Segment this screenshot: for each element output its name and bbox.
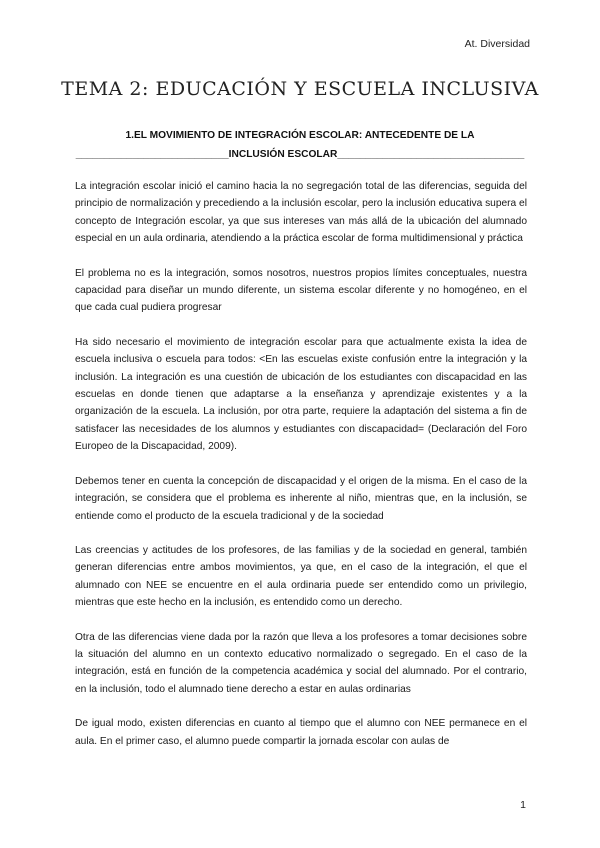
section-heading xyxy=(75,126,525,164)
paragraph: Otra de las diferencias viene dada por la razón que lleva a los profesores a tomar decisiones sobre la situación del alumno en un contexto educativo normalizado o segregado. En el caso de la integración, está en función de la competencia académica y social del alumnado. Por el contrario, en la inclusión, todo el alumnado tiene derecho a estar en aulas ordinarias xyxy=(75,631,527,695)
paragraph: Las creencias y actitudes de los profesores, de las familias y de la sociedad en general, también generan diferencias entre ambos movimientos, ya que, en el caso de la integración, el que el alumnado con NEE se encuentre en el aula ordinaria puede ser entendido como un privilegio, mientras que este hecho en la inclusión, es entendido como un derecho. xyxy=(75,544,527,609)
section-heading-line2: ___________________________INCLUSIÓN ESCOLAR_________________________________ xyxy=(75,149,525,160)
paragraph: De igual modo, existen diferencias en cuanto al tiempo que el alumno con NEE permanece en el aula. En el primer caso, el alumno puede compartir la jornada escolar con aulas de xyxy=(75,718,527,747)
header-course-label: At. Diversidad xyxy=(464,38,530,50)
page-title: TEMA 2: EDUCACIÓN Y ESCUELA INCLUSIVA xyxy=(61,78,539,100)
paragraph: Debemos tener en cuenta la concepción de discapacidad y el origen de la misma. En el caso de la integración, se considera que el problema es inherente al niño, mientras que, en la inclusión, se entiende como el producto de la escuela tradicional y de la sociedad xyxy=(75,475,527,522)
section-heading-line1: 1.EL MOVIMIENTO DE INTEGRACIÓN ESCOLAR: ANTECEDENTE DE LA xyxy=(125,130,475,141)
body-text xyxy=(75,178,527,767)
paragraph: La integración escolar inició el camino hacia la no segregación total de las diferencias, seguida del principio de normalización y precediendo a la inclusión escolar, pero la inclusión educativa supera el concepto de Integración escolar, ya que sus intereses van más allá de la ubicación del alumnado especial en un aula ordinaria, atendiendo a la práctica escolar de forma multidimensional y práctica xyxy=(75,181,527,245)
page-number: 1 xyxy=(520,799,526,811)
paragraph: El problema no es la integración, somos nosotros, nuestros propios límites conceptuales, nuestra capacidad para diseñar un mundo diferente, un sistema escolar diferente y no homogéneo, en el que cada cual pudiera progresar xyxy=(75,267,527,314)
paragraph: Ha sido necesario el movimiento de integración escolar para que actualmente exista la idea de escuela inclusiva o escuela para todos: <En las escuelas existe confusión entre la integración y la inclusión. La integración es una cuestión de ubicación de los estudiantes con discapacidad en las escuelas en donde tienen que adaptarse a la enseñanza y aprendizaje existentes y a la organización de la escuela. La inclusión, por otra parte, requiere la adaptación del sistema a fin de satisfacer las necesidades de los alumnos y estudiantes con discapacidad= (Declaración del Foro Europeo de la Discapacidad, 2009). xyxy=(75,336,527,453)
